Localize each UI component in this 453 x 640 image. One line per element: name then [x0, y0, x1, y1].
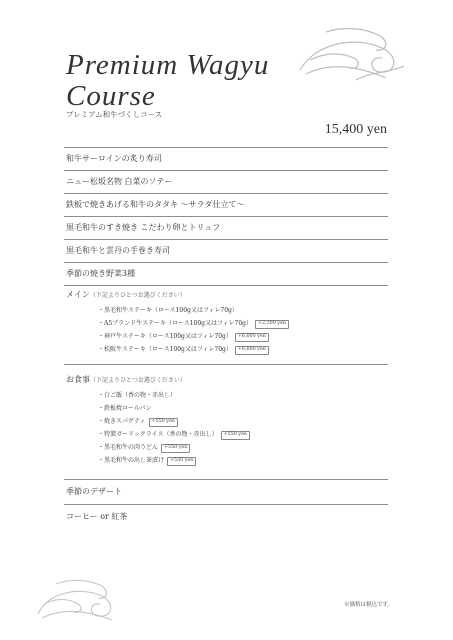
main-option-name: ・黒毛和牛ステーキ（ロース100g又はフィレ70g）	[98, 307, 238, 314]
main-dish-section	[64, 285, 388, 364]
price-surcharge-badge: +6,600 yen	[235, 333, 269, 342]
meal-heading	[66, 371, 388, 389]
main-dish-label: メイン	[66, 290, 90, 299]
meal-option-name: ・焼きスパゲティ	[98, 418, 146, 425]
menu-item: 黒毛和牛のすき焼き こだわり卵とトリュフ	[64, 216, 388, 239]
drink-item: コーヒー or 紅茶	[64, 504, 388, 529]
price-surcharge-badge: +550 yen	[221, 431, 250, 440]
main-option-name: ・松阪牛ステーキ（ロース100g又はフィレ70g）	[98, 346, 232, 353]
flourish-ornament-top	[296, 22, 408, 84]
price-surcharge-badge: +550 yen	[149, 418, 178, 427]
course-price: 15,400 yen	[324, 122, 387, 137]
meal-option-name: ・黒毛和牛の出し茶漬け	[98, 457, 165, 464]
course-title-line2: Course	[66, 80, 156, 112]
meal-option-name: ・特製ガーリックライス（香の物・赤出し）	[98, 431, 218, 438]
main-option	[66, 317, 388, 330]
meal-option	[66, 402, 388, 415]
main-option-name: ・A5ブランド牛ステーキ（ロース100g又はフィレ70g）	[98, 320, 253, 327]
menu-item: 黒毛和牛と雲丹の手巻き寿司	[64, 239, 388, 262]
main-option-name: ・神戸牛ステーキ（ロース100g又はフィレ70g）	[98, 333, 232, 340]
menu-item: 季節の焼き野菜3種	[64, 262, 388, 285]
meal-label: お食事	[66, 375, 90, 384]
price-surcharge-badge: +550 yen	[161, 444, 190, 453]
tax-footnote: ※価格は税込です。	[343, 602, 393, 608]
menu-item: ニュー松坂名物 白菜のソテー	[64, 170, 388, 193]
price-surcharge-badge: +550 yen	[167, 457, 196, 466]
menu-item: 和牛サーロインの炙り寿司	[64, 147, 388, 170]
price-surcharge-badge: +2,200 yen	[255, 320, 289, 329]
main-option	[66, 330, 388, 343]
main-dish-heading	[66, 286, 388, 304]
meal-note: （下記よりひとつお選びください）	[90, 377, 186, 384]
main-option	[66, 304, 388, 317]
meal-option	[66, 454, 388, 467]
dessert-item: 季節のデザート	[64, 479, 388, 504]
menu-list	[64, 147, 388, 529]
course-title-line1: Premium Wagyu	[66, 49, 270, 81]
meal-option	[66, 428, 388, 441]
meal-option	[66, 389, 388, 402]
course-title	[66, 50, 269, 112]
meal-option-name: ・鉄板焼ロールパン	[98, 405, 152, 412]
main-option	[66, 343, 388, 356]
main-dish-note: （下記よりひとつお選びください）	[89, 292, 186, 299]
flourish-ornament-bottom	[32, 574, 124, 624]
menu-item: 鉄板で焼きあげる和牛のタタキ 〜サラダ仕立て〜	[64, 193, 388, 216]
meal-option	[66, 441, 388, 454]
meal-option-name: ・黒毛和牛の肉うどん	[98, 444, 159, 451]
price-surcharge-badge: +6,600 yen	[235, 346, 269, 355]
meal-section	[64, 364, 388, 479]
meal-option	[66, 415, 388, 428]
meal-option-name: ・白ご飯（香の物・赤出し）	[98, 392, 177, 399]
course-subtitle: プレミアム和牛づくしコース	[66, 110, 163, 119]
